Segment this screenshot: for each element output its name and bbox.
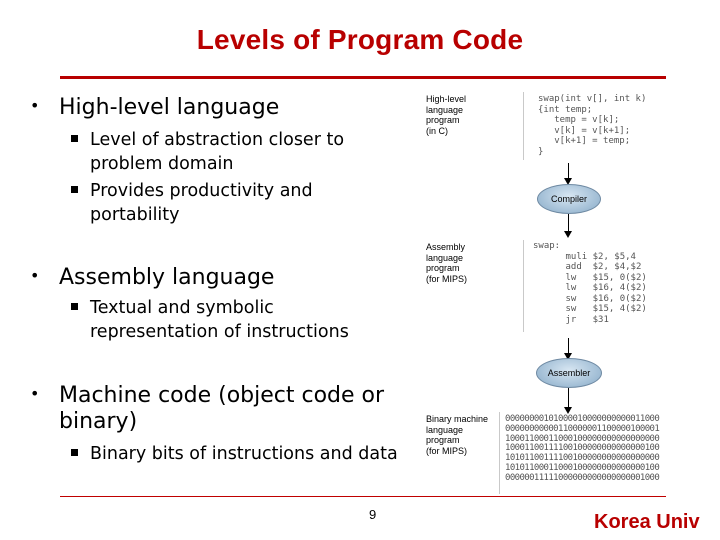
arrow-4-line: [568, 388, 569, 408]
asm-code-divider: [523, 240, 524, 332]
bullet-dot-1: •: [30, 96, 40, 115]
binary-code-block: 00000000101000010000000000011000 00000000000110000001100000100001 10001100011000100000000000000000 10001100111100100000000000000100 10101100111100100000000000000000 10101100011000100000000000000100 00000011111000000000000000001000: [505, 414, 660, 483]
footer-brand: Korea Univ: [594, 511, 700, 533]
binary-code-divider: [499, 412, 500, 494]
slide-title: Levels of Program Code: [196, 24, 524, 55]
arrow-4-head: [564, 407, 572, 414]
sub-bullet-2a-text: Textual and symbolic representation of instructions: [90, 298, 349, 342]
arrow-3-line: [568, 338, 569, 354]
binary-program-label: Binary machine language program (for MIPS): [426, 414, 489, 456]
arrow-2-head: [564, 231, 572, 238]
sub-bullet-marker-1a: [71, 135, 78, 142]
compiler-node: Compiler: [537, 184, 601, 214]
arrow-1-line: [568, 163, 569, 179]
footer-rule: [60, 496, 666, 497]
high-level-program-label: High-level language program (in C): [426, 94, 467, 136]
assembler-node: Assembler: [536, 358, 602, 388]
sub-bullet-marker-3a: [71, 449, 78, 456]
sub-bullet-1a-text: Level of abstraction closer to problem domain: [90, 130, 345, 174]
arrow-2-line: [568, 214, 569, 232]
bullet-dot-3: •: [30, 384, 40, 403]
sub-bullet-marker-2a: [71, 303, 78, 310]
title-underline: [60, 76, 666, 79]
sub-bullet-marker-1b: [71, 186, 78, 193]
bullet-dot-2: •: [30, 266, 40, 285]
sub-bullet-1b-text: Provides productivity and portability: [90, 181, 313, 225]
asm-code-block: swap: muli $2, $5,4 add $2, $4,$2 lw $15, 0($2) lw $16, 4($2) sw $16, 0($2) sw $15, 4($2) jr $31: [533, 241, 647, 325]
sub-bullet-3a-text: Binary bits of instructions and data: [90, 444, 398, 464]
bullet-1-text: High-level language: [59, 95, 280, 120]
bullet-3-text: Machine code (object code or binary): [59, 383, 385, 434]
assembly-program-label: Assembly language program (for MIPS): [426, 242, 468, 284]
page-number: 9: [369, 507, 377, 522]
bullet-2-text: Assembly language: [59, 265, 275, 290]
c-code-block: swap(int v[], int k) {int temp; temp = v[k]; v[k] = v[k+1]; v[k+1] = temp; }: [538, 94, 647, 157]
c-code-divider: [523, 92, 524, 160]
